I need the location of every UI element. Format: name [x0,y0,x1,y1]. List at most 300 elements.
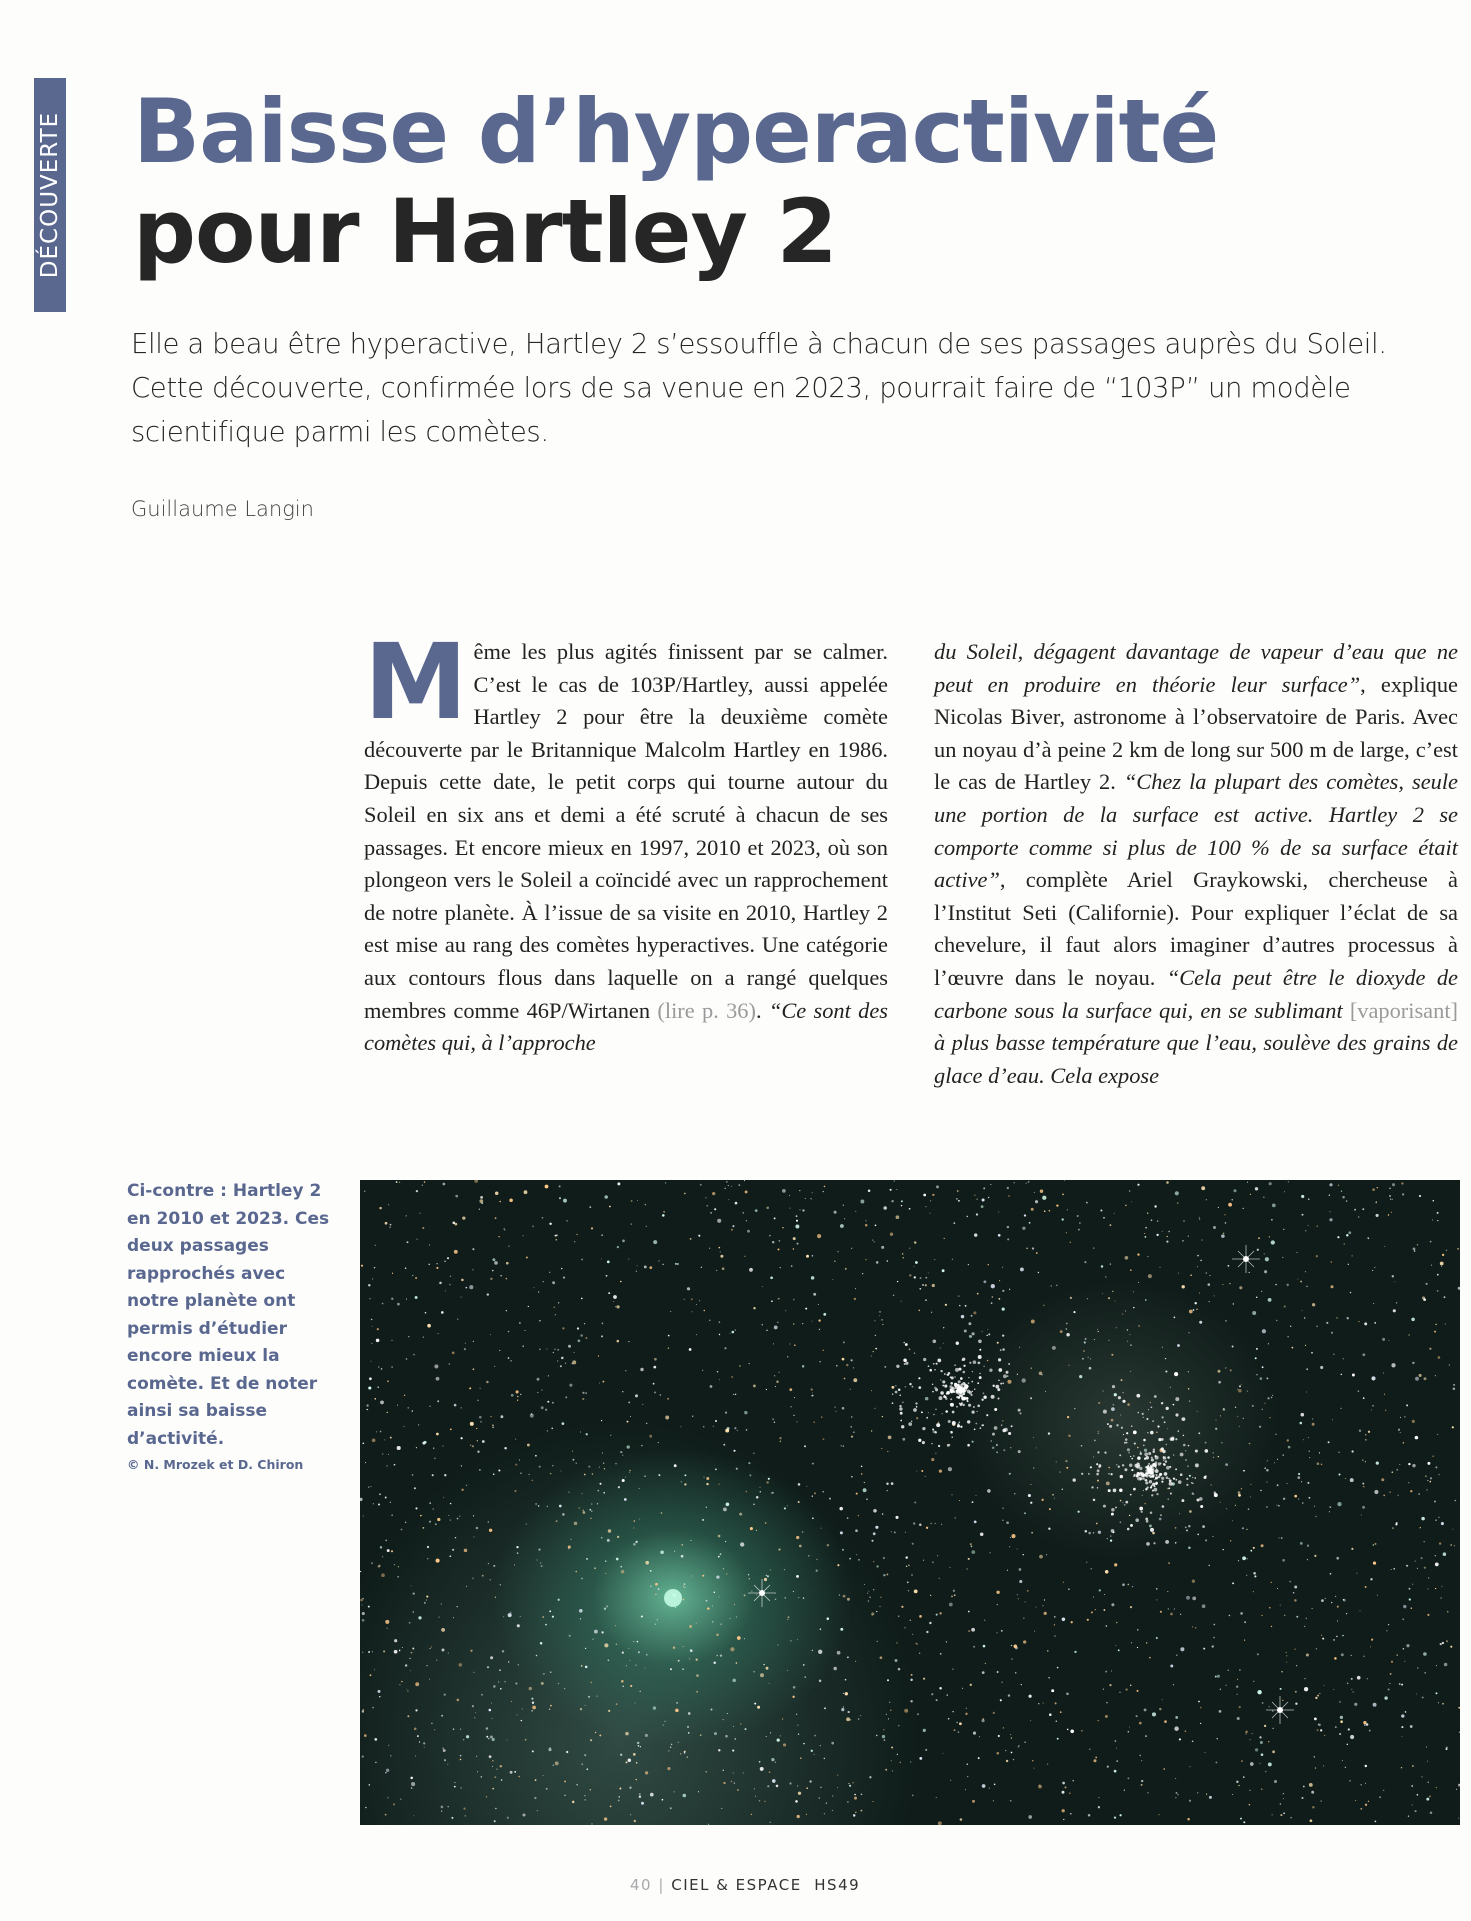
star [423,1527,425,1529]
star [938,1445,940,1447]
star [714,1208,716,1210]
star [390,1437,392,1439]
star [480,1421,482,1423]
star [542,1616,544,1618]
star [1417,1668,1418,1669]
star [735,1330,736,1331]
star [721,1808,722,1809]
star [1124,1442,1126,1444]
star [495,1597,496,1598]
star [1410,1725,1413,1728]
star [1419,1195,1421,1197]
star [1144,1503,1145,1504]
star [914,1590,918,1594]
star [386,1769,389,1772]
star [799,1209,800,1210]
star [806,1255,809,1258]
star [1417,1244,1418,1245]
star [940,1370,942,1372]
star [1002,1334,1004,1336]
star [1182,1285,1185,1288]
star [1112,1291,1113,1292]
page-reference-link[interactable]: (lire p. 36) [657,997,756,1023]
star [1286,1655,1287,1656]
star [1107,1766,1109,1768]
star [644,1668,645,1669]
star [360,1571,361,1572]
star [918,1439,921,1442]
star [490,1416,491,1417]
star [959,1422,960,1423]
star [731,1186,732,1187]
star [879,1311,880,1312]
star [1044,1612,1047,1615]
star [1365,1586,1367,1588]
star [804,1676,806,1678]
star [622,1652,624,1654]
star [1255,1748,1258,1751]
star [457,1518,459,1520]
star [1408,1463,1410,1465]
star [1159,1473,1162,1476]
star [1311,1608,1312,1609]
star [545,1409,547,1411]
star [1388,1624,1389,1625]
star [1302,1502,1303,1503]
star [410,1670,411,1671]
star [1206,1793,1207,1794]
star [809,1780,811,1782]
star [845,1268,847,1270]
star [1266,1482,1267,1483]
star [1130,1494,1132,1496]
star [548,1748,551,1751]
star [1018,1409,1021,1412]
star [493,1473,495,1475]
star [991,1395,995,1399]
star [1311,1352,1313,1354]
star [939,1578,940,1579]
star [908,1590,909,1591]
star [749,1268,753,1272]
star [653,1706,656,1709]
star [728,1199,729,1200]
star [1230,1540,1231,1541]
star [1137,1629,1138,1630]
star [466,1485,467,1486]
star [1438,1517,1439,1518]
star [796,1714,797,1715]
star [1145,1456,1148,1459]
star [1286,1662,1287,1663]
star [1458,1784,1460,1787]
star [1255,1187,1258,1190]
star [1260,1741,1263,1744]
star [1165,1460,1167,1462]
star [937,1555,938,1556]
star [1280,1605,1281,1606]
star [1062,1809,1065,1812]
star [633,1527,634,1528]
star [466,1735,469,1738]
star [1362,1483,1364,1485]
star [1350,1478,1354,1482]
star [737,1789,739,1791]
star [1373,1303,1374,1304]
star [987,1329,988,1330]
star [718,1596,719,1597]
star [1250,1484,1251,1485]
star [941,1524,942,1525]
star [1265,1257,1269,1261]
star [1038,1703,1039,1704]
star [681,1481,682,1482]
star [416,1239,417,1240]
star [1412,1584,1413,1585]
star [1079,1222,1081,1224]
star [956,1390,959,1393]
star [464,1348,466,1350]
star [1437,1212,1439,1214]
star [824,1758,825,1759]
star [1094,1339,1095,1340]
star [1116,1622,1117,1623]
star [1269,1236,1270,1237]
star [1351,1450,1353,1452]
star [508,1246,509,1247]
star [722,1719,723,1720]
star [711,1709,713,1711]
star [775,1761,776,1762]
star [476,1756,477,1757]
star [965,1713,967,1715]
star [586,1768,588,1770]
star [394,1639,397,1642]
star [1057,1667,1059,1669]
star [488,1521,490,1523]
star [1166,1444,1167,1445]
star [548,1375,549,1376]
star [1361,1514,1362,1515]
star [996,1451,998,1453]
star [1259,1426,1261,1428]
star [436,1263,437,1264]
star [646,1654,648,1656]
star [784,1569,785,1570]
star [618,1800,620,1802]
star [929,1369,932,1372]
star [1181,1499,1184,1502]
star [896,1189,897,1190]
star [1198,1432,1200,1434]
star [665,1721,666,1722]
star [1365,1434,1367,1436]
star [1062,1489,1064,1491]
star [1035,1606,1036,1607]
star [853,1378,857,1382]
star [473,1341,474,1342]
star [560,1365,562,1367]
star [618,1486,620,1488]
star [968,1264,969,1265]
star [936,1185,939,1188]
star [1275,1434,1277,1436]
star [1026,1248,1028,1250]
star [1278,1537,1279,1538]
star [736,1662,738,1664]
star [1131,1469,1133,1471]
star [785,1310,786,1311]
star [1415,1436,1419,1440]
star [607,1539,610,1542]
star [1009,1289,1010,1290]
star [630,1416,631,1417]
star [511,1394,514,1397]
star [951,1596,953,1598]
star [490,1334,491,1335]
quote-text: “Cela peut être le dioxyde de carbone sous la surface qui, en se sublimant [934,964,1458,1023]
star [823,1350,824,1351]
star [1175,1413,1178,1416]
star [1314,1756,1315,1757]
star [461,1297,462,1298]
star [427,1546,429,1548]
star [1137,1472,1141,1476]
star [622,1455,623,1456]
star [875,1526,878,1529]
star [986,1414,988,1416]
star [1030,1720,1031,1721]
star [803,1664,805,1666]
star [613,1301,614,1302]
star [798,1597,799,1598]
star [1087,1298,1088,1299]
star [599,1734,601,1736]
star [461,1787,462,1788]
star [385,1222,388,1225]
star [1186,1529,1188,1531]
star [1411,1785,1413,1787]
star [552,1616,554,1618]
star [725,1188,726,1189]
star [1033,1468,1034,1469]
star [922,1427,925,1430]
star [1180,1473,1183,1476]
star [579,1609,583,1613]
star [1255,1357,1257,1359]
star [1145,1735,1147,1737]
star [1062,1618,1066,1622]
star [733,1394,734,1395]
star [1178,1430,1179,1431]
star [1174,1608,1175,1609]
star [1377,1187,1378,1188]
star [1226,1685,1227,1686]
star [756,1594,757,1595]
star [1163,1460,1164,1461]
star [777,1322,778,1323]
star [407,1690,409,1692]
star [835,1407,836,1408]
star [1213,1637,1215,1639]
star [1108,1297,1110,1299]
star [363,1598,364,1599]
star [1343,1599,1346,1602]
star [391,1340,392,1341]
star [1319,1693,1320,1694]
star [747,1230,750,1233]
star [542,1217,544,1219]
star [1150,1431,1154,1435]
star [493,1685,495,1687]
star [1364,1322,1367,1325]
star [591,1823,592,1824]
standfirst: Elle a beau être hyperactive, Hartley 2 s’essouffle à chacun de ses passages auprès du Soleil. Cette découverte, confirmée lors de sa venue en 2023, pourrait faire de “103P” un modèle scientifique parmi les comètes. [131,328,1387,448]
star [1154,1205,1156,1207]
star [1375,1821,1377,1823]
star [1442,1642,1444,1644]
star [525,1739,527,1741]
star [1096,1463,1098,1465]
star [950,1398,952,1400]
star [605,1573,606,1574]
star [1003,1449,1005,1451]
star [1404,1416,1405,1417]
star [784,1507,786,1509]
star [480,1388,481,1389]
star [429,1679,430,1680]
star [385,1540,387,1542]
star [976,1411,977,1412]
star [1097,1487,1098,1488]
star [1007,1380,1011,1384]
star [1047,1650,1048,1651]
star [843,1706,844,1707]
star [1124,1790,1125,1791]
star [450,1429,452,1431]
star [744,1180,745,1181]
star [463,1807,465,1809]
star [417,1735,419,1737]
star [415,1756,416,1757]
star [1404,1661,1405,1662]
star [844,1218,845,1219]
star [1105,1276,1106,1277]
star [766,1736,767,1737]
star [1003,1727,1005,1729]
star [486,1727,489,1730]
star [411,1585,412,1586]
star [1161,1438,1164,1441]
star [622,1479,625,1482]
star [1138,1412,1140,1414]
star [1049,1210,1051,1212]
star [581,1665,583,1667]
star [919,1523,922,1526]
star [1163,1768,1165,1770]
star [997,1671,999,1673]
star [1188,1371,1189,1372]
star [696,1334,697,1335]
star [1410,1490,1412,1492]
star [962,1404,964,1406]
star [834,1211,837,1214]
star [1397,1654,1398,1655]
star [999,1298,1001,1300]
star [1141,1780,1143,1782]
star [892,1393,894,1395]
star [983,1187,985,1189]
star [1294,1599,1297,1602]
star [886,1573,888,1575]
star [1244,1621,1246,1623]
star [537,1378,540,1381]
star [810,1198,811,1199]
star [952,1668,953,1669]
star [1124,1504,1126,1506]
star [626,1665,627,1666]
star [668,1335,670,1337]
star [1176,1792,1178,1794]
star [1266,1469,1269,1472]
star [891,1200,893,1202]
star [1426,1746,1427,1747]
star [490,1278,492,1280]
star [1204,1752,1205,1753]
star [951,1389,954,1392]
star [408,1336,409,1337]
star [818,1304,819,1305]
star [1125,1310,1126,1311]
star [375,1762,376,1763]
star [952,1711,954,1713]
star [811,1388,813,1390]
star [1309,1457,1310,1458]
star [1389,1187,1391,1189]
star [1129,1515,1130,1516]
star [797,1639,798,1640]
star [731,1781,732,1782]
star [887,1260,889,1262]
star [1430,1241,1432,1243]
star [372,1651,373,1652]
star [1011,1658,1013,1660]
star [1336,1557,1339,1560]
star [743,1212,744,1213]
star [928,1365,930,1367]
star [490,1656,493,1659]
star [628,1648,629,1649]
star [1108,1467,1110,1469]
star [932,1194,934,1196]
star [1328,1441,1330,1443]
star [1319,1452,1320,1453]
star [633,1753,636,1756]
star [517,1400,518,1401]
star [407,1715,409,1717]
star [883,1729,884,1730]
star [658,1260,659,1261]
star [706,1483,708,1485]
star [950,1780,951,1781]
star [702,1519,704,1521]
star [1200,1723,1201,1724]
star [1096,1473,1099,1476]
star [1056,1461,1057,1462]
star [811,1395,812,1396]
star [891,1531,892,1532]
star [914,1266,915,1267]
